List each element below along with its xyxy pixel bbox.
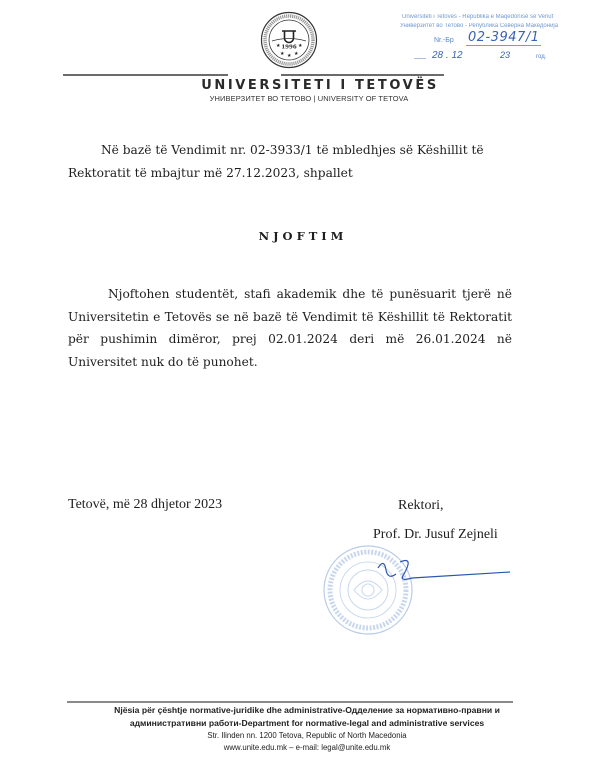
svg-text:★: ★: [287, 54, 292, 59]
handwritten-signature-icon: [360, 550, 510, 590]
stamp-line-2: Универзитет во Тетово - Република Северна Македонија: [400, 23, 559, 29]
footer-department-line-1: Njësia për çështje normative-juridike dhe administrative-Одделение за нормативно-правни и: [114, 705, 500, 715]
stamp-number-value: 02-3947/1: [468, 30, 540, 45]
notice-paragraph: [68, 283, 512, 373]
university-subtitle: УНИВЕРЗИТЕТ ВО ТЕТОВО | UNIVERSITY OF TETOVA: [209, 94, 409, 103]
registration-stamp: [400, 14, 600, 74]
svg-text:1996: 1996: [281, 44, 297, 51]
stamp-number-label: Nr.-Бр: [434, 37, 454, 44]
header-rule-left: [63, 74, 228, 76]
footer-contact: www.unite.edu.mk – e-mail: legal@unite.edu.mk: [223, 743, 391, 752]
university-name: UNIVERSITETI I TETOVËS: [201, 78, 439, 93]
footer-address: Str. Ilinden nn. 1200 Tetova, Republic of North Macedonia: [207, 731, 407, 740]
svg-text:★: ★: [276, 44, 281, 49]
stamp-year: 23: [500, 50, 511, 60]
stamp-year-suffix: год.: [536, 54, 547, 60]
notice-text: Njoftohen studentët, stafi akademik dhe të punësuarit tjerë në Universitetin e Tetovës se në bazë të Vendimit të Këshillit të Rektoratit për pushimin dimëror, prej 02.01.2024 deri më 26.01.2024 në Universitet nuk do të punohet.: [68, 287, 512, 369]
university-seal-icon: [260, 11, 318, 69]
intro-text: Në bazë të Vendimit nr. 02-3933/1 të mbledhjes së Këshillit të Rektoratit të mbajtur më 27.12.2023, shpallet: [68, 143, 484, 180]
header-rule-right: [281, 74, 444, 76]
place-and-date: Tetovë, më 28 dhjetor 2023: [68, 497, 223, 512]
signatory-name: Prof. Dr. Jusuf Zejneli: [373, 527, 498, 542]
intro-paragraph: [68, 139, 513, 185]
document-title: NJOFTIM: [258, 229, 348, 243]
stamp-line-1: Universiteti i Tetovës - Republika e Maqedonisë së Veriut: [402, 14, 554, 20]
footer-department-line-2: административни работи-Department for normative-legal and administrative services: [129, 718, 485, 728]
svg-text:★: ★: [294, 52, 299, 57]
stamp-date: 28 . 12: [432, 50, 463, 61]
svg-text:★: ★: [280, 52, 285, 57]
footer-rule: [67, 701, 513, 703]
svg-text:★: ★: [298, 44, 303, 49]
stamp-dash: [414, 58, 426, 59]
signatory-role: Rektori,: [398, 498, 444, 513]
